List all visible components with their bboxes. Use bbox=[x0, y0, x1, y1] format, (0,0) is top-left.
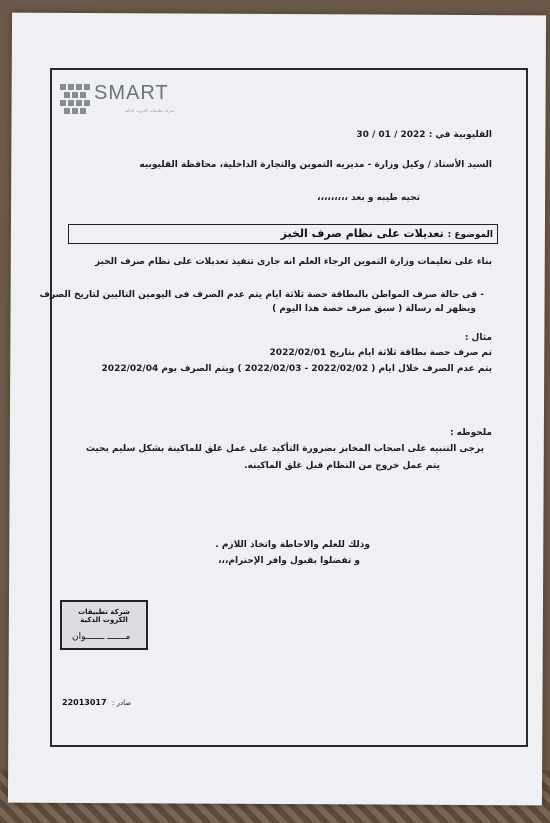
stamp-title: شركة تطبيقات الكروت الذكية bbox=[78, 608, 130, 624]
outgoing-label: صادر : bbox=[112, 699, 132, 707]
note-label: ملحوظه : bbox=[449, 428, 492, 438]
bullet-line-1: - فى حالة صرف المواطن بالبطاقة حصة ثلاثة ايام يتم عدم الصرف فى اليومين التاليين لتاريخ الصرف bbox=[39, 290, 484, 300]
logo-tagline: شركة تطبيقات الكروت الذكية bbox=[124, 108, 174, 113]
subject-box bbox=[68, 224, 498, 244]
subject-text: تعديلات على نظام صرف الخبز bbox=[280, 227, 444, 240]
note-line-2: يتم عمل خروج من النظام قبل غلق الماكينه. bbox=[244, 461, 440, 471]
date-value: 30 / 01 / 2022 bbox=[356, 130, 426, 140]
bullet-line-2: ويظهر له رسالة ( سبق صرف حصة هذا اليوم ) bbox=[272, 304, 476, 314]
greeting-line: تحيه طيبه و بعد ،،،،،،،،، bbox=[317, 193, 420, 203]
example-line-2: يتم عدم الصرف خلال ايام ( 2022/02/02 - 2022/02/03 ) ويتم الصرف يوم 2022/02/04 bbox=[101, 364, 492, 374]
stamp-signature: مـــــــ ـــــــوان bbox=[72, 632, 131, 642]
subject-line bbox=[281, 227, 493, 240]
date-label: القليوبية في : bbox=[428, 130, 492, 140]
intro-paragraph: بناء على تعليمات وزارة التموين الرجاء العلم انه جارى تنفيذ تعديلات على نظام صرف الخبز bbox=[94, 257, 492, 267]
logo-mark-icon bbox=[60, 82, 94, 118]
date-line bbox=[356, 130, 492, 140]
subject-label: الموضوع : bbox=[447, 230, 493, 240]
example-label: مثال : bbox=[464, 333, 492, 343]
closing-line-1: وذلك للعلم والاحاطة واتخاذ اللازم . bbox=[215, 540, 370, 550]
example-line-1: تم صرف حصة بطاقة ثلاثة ايام بتاريخ 2022/02/01 bbox=[269, 348, 492, 358]
smart-logo bbox=[60, 82, 180, 122]
outgoing-number: 22013017 bbox=[62, 698, 107, 707]
addressee-line: السيد الأستاذ / وكيل وزارة - مديريه التموين والتجارة الداخلية، محافظة القليوبيه bbox=[139, 160, 492, 170]
note-line-1: يرجى التنبيه على اصحاب المخابز بضرورة التأكيد على عمل غلق للماكينة بشكل سليم بحيث bbox=[85, 444, 484, 454]
closing-line-2: و تفضلوا بقبول وافر الإحترام،،، bbox=[218, 556, 360, 566]
logo-wordmark: SMART bbox=[94, 82, 169, 104]
company-stamp bbox=[60, 600, 148, 650]
